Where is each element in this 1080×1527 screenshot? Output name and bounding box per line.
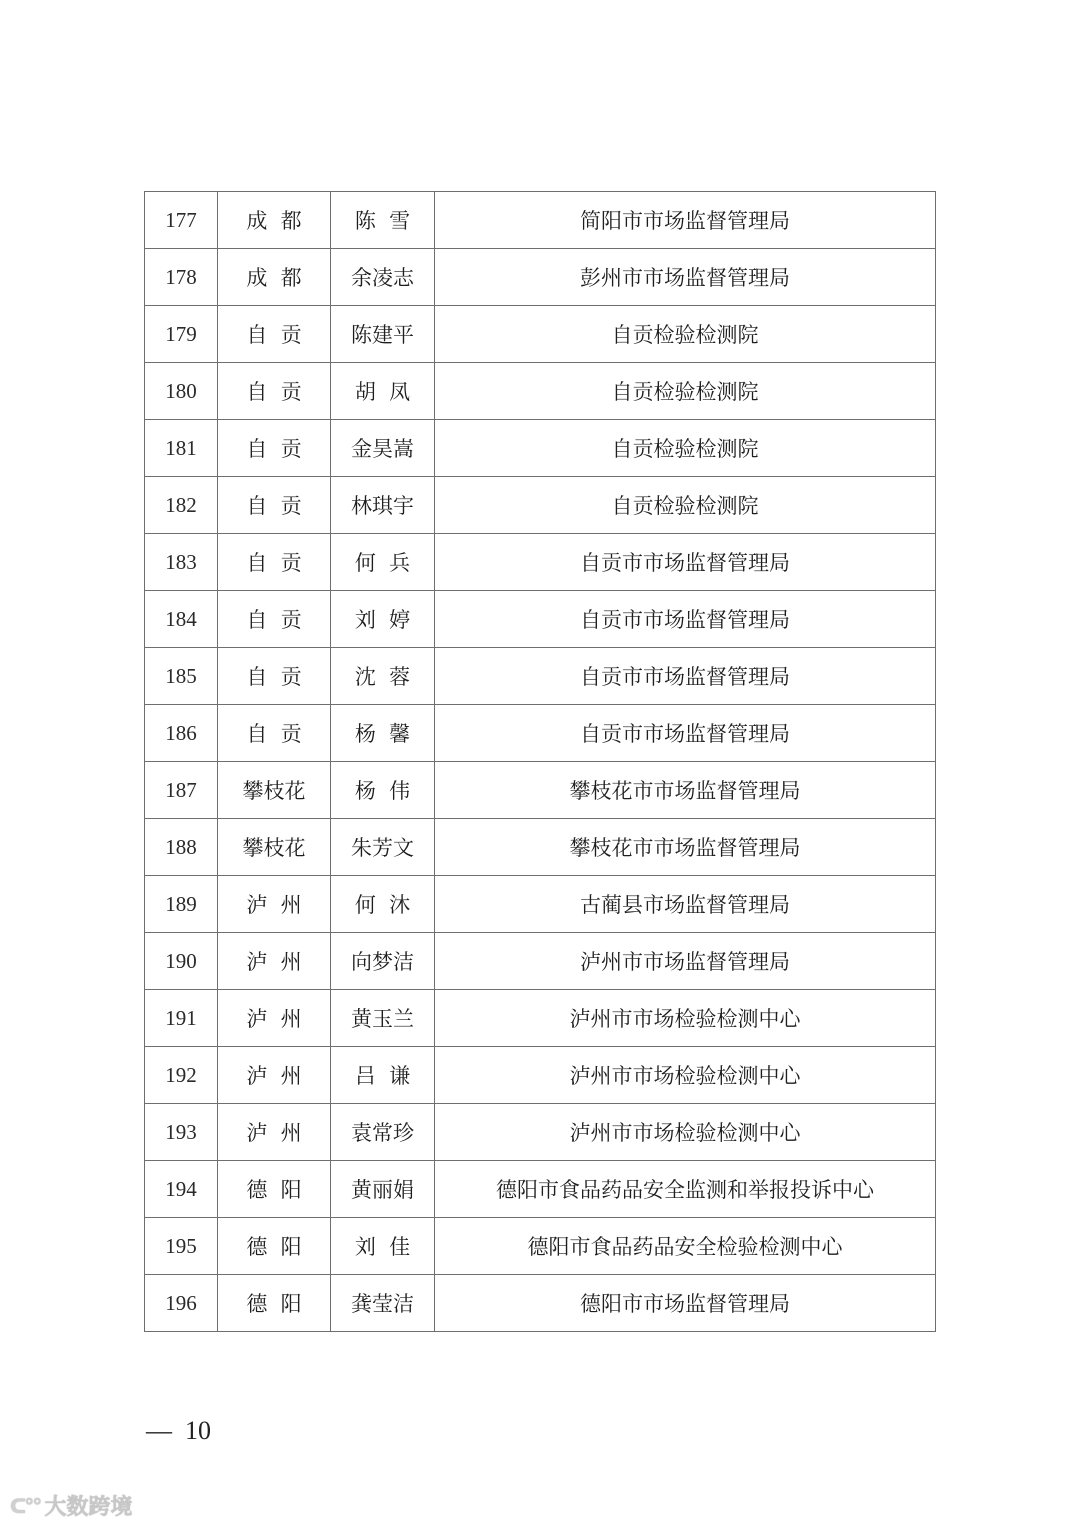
- city-cell: 泸 州: [218, 1104, 331, 1161]
- name-cell: 沈 蓉: [331, 648, 435, 705]
- table-row: [145, 819, 936, 876]
- row-number: 188: [145, 819, 218, 876]
- city-cell: 泸 州: [218, 990, 331, 1047]
- name-cell: 向梦洁: [331, 933, 435, 990]
- city-cell: 自 贡: [218, 534, 331, 591]
- table-row: [145, 876, 936, 933]
- organization-cell: 自贡市市场监督管理局: [435, 705, 936, 762]
- name-cell: 杨 馨: [331, 705, 435, 762]
- name-cell: 胡 凤: [331, 363, 435, 420]
- row-number: 181: [145, 420, 218, 477]
- organization-cell: 自贡检验检测院: [435, 363, 936, 420]
- page-number: — 10: [146, 1416, 211, 1445]
- organization-cell: 泸州市市场检验检测中心: [435, 1047, 936, 1104]
- watermark: [10, 1490, 132, 1521]
- table-row: [145, 306, 936, 363]
- name-cell: 刘 婷: [331, 591, 435, 648]
- row-number: 192: [145, 1047, 218, 1104]
- name-cell: 袁常珍: [331, 1104, 435, 1161]
- name-cell: 黄玉兰: [331, 990, 435, 1047]
- organization-cell: 自贡市市场监督管理局: [435, 534, 936, 591]
- city-cell: 自 贡: [218, 705, 331, 762]
- city-cell: 泸 州: [218, 933, 331, 990]
- table-row: [145, 933, 936, 990]
- row-number: 195: [145, 1218, 218, 1275]
- name-cell: 杨 伟: [331, 762, 435, 819]
- table-row: [145, 1218, 936, 1275]
- name-cell: 黄丽娟: [331, 1161, 435, 1218]
- city-cell: 德 阳: [218, 1275, 331, 1332]
- city-cell: 德 阳: [218, 1218, 331, 1275]
- table-row: [145, 1047, 936, 1104]
- city-cell: 攀枝花: [218, 819, 331, 876]
- city-cell: 自 贡: [218, 591, 331, 648]
- table-row: [145, 990, 936, 1047]
- row-number: 187: [145, 762, 218, 819]
- row-number: 185: [145, 648, 218, 705]
- name-cell: 何 兵: [331, 534, 435, 591]
- row-number: 178: [145, 249, 218, 306]
- organization-cell: 自贡检验检测院: [435, 306, 936, 363]
- name-cell: 金昊嵩: [331, 420, 435, 477]
- city-cell: 自 贡: [218, 420, 331, 477]
- name-cell: 刘 佳: [331, 1218, 435, 1275]
- organization-cell: 德阳市市场监督管理局: [435, 1275, 936, 1332]
- name-cell: 朱芳文: [331, 819, 435, 876]
- table-body: [145, 192, 936, 1332]
- name-cell: 龚莹洁: [331, 1275, 435, 1332]
- row-number: 180: [145, 363, 218, 420]
- city-cell: 攀枝花: [218, 762, 331, 819]
- name-cell: 何 沐: [331, 876, 435, 933]
- organization-cell: 古蔺县市场监督管理局: [435, 876, 936, 933]
- table-row: [145, 363, 936, 420]
- city-cell: 泸 州: [218, 1047, 331, 1104]
- city-cell: 自 贡: [218, 306, 331, 363]
- row-number: 182: [145, 477, 218, 534]
- row-number: 183: [145, 534, 218, 591]
- row-number: 177: [145, 192, 218, 249]
- organization-cell: 自贡检验检测院: [435, 420, 936, 477]
- table-row: [145, 705, 936, 762]
- table-row: [145, 192, 936, 249]
- city-cell: 德 阳: [218, 1161, 331, 1218]
- table-row: [145, 1161, 936, 1218]
- organization-cell: 泸州市市场检验检测中心: [435, 1104, 936, 1161]
- row-number: 184: [145, 591, 218, 648]
- organization-cell: 德阳市食品药品安全监测和举报投诉中心: [435, 1161, 936, 1218]
- organization-cell: 自贡市市场监督管理局: [435, 591, 936, 648]
- organization-cell: 泸州市市场监督管理局: [435, 933, 936, 990]
- row-number: 189: [145, 876, 218, 933]
- row-number: 179: [145, 306, 218, 363]
- organization-cell: 彭州市市场监督管理局: [435, 249, 936, 306]
- organization-cell: 简阳市市场监督管理局: [435, 192, 936, 249]
- table-row: [145, 1275, 936, 1332]
- table-row: [145, 1104, 936, 1161]
- city-cell: 泸 州: [218, 876, 331, 933]
- table-row: [145, 591, 936, 648]
- name-cell: 余凌志: [331, 249, 435, 306]
- table-row: [145, 249, 936, 306]
- city-cell: 成 都: [218, 192, 331, 249]
- personnel-table: [144, 191, 936, 1332]
- organization-cell: 攀枝花市市场监督管理局: [435, 762, 936, 819]
- organization-cell: 自贡检验检测院: [435, 477, 936, 534]
- city-cell: 自 贡: [218, 648, 331, 705]
- watermark-logo-icon: ᑕ°°: [10, 1493, 41, 1518]
- watermark-text: 大数跨境: [44, 1495, 133, 1520]
- row-number: 191: [145, 990, 218, 1047]
- city-cell: 成 都: [218, 249, 331, 306]
- table-row: [145, 648, 936, 705]
- table-row: [145, 477, 936, 534]
- organization-cell: 自贡市市场监督管理局: [435, 648, 936, 705]
- city-cell: 自 贡: [218, 363, 331, 420]
- row-number: 186: [145, 705, 218, 762]
- row-number: 190: [145, 933, 218, 990]
- name-cell: 陈 雪: [331, 192, 435, 249]
- table-row: [145, 534, 936, 591]
- city-cell: 自 贡: [218, 477, 331, 534]
- table-row: [145, 762, 936, 819]
- organization-cell: 攀枝花市市场监督管理局: [435, 819, 936, 876]
- name-cell: 吕 谦: [331, 1047, 435, 1104]
- organization-cell: 泸州市市场检验检测中心: [435, 990, 936, 1047]
- table-row: [145, 420, 936, 477]
- name-cell: 林琪宇: [331, 477, 435, 534]
- row-number: 193: [145, 1104, 218, 1161]
- organization-cell: 德阳市食品药品安全检验检测中心: [435, 1218, 936, 1275]
- row-number: 196: [145, 1275, 218, 1332]
- row-number: 194: [145, 1161, 218, 1218]
- name-cell: 陈建平: [331, 306, 435, 363]
